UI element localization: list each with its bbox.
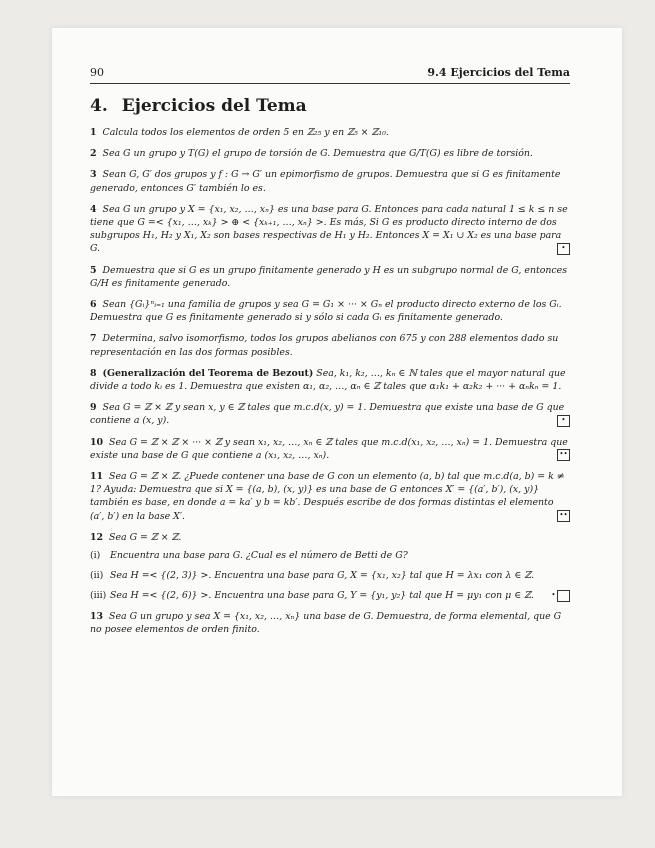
exercise-number: 2	[90, 148, 97, 160]
exercise-1	[90, 126, 570, 139]
exercise-text: Calcula todos los elementos de orden 5 en ℤ₂₅ y en ℤ₅ × ℤ₁₀.	[102, 127, 389, 138]
exercise-13	[90, 610, 570, 636]
exercise-title: (Generalización del Teorema de Bezout)	[102, 367, 314, 379]
exercise-text: Sea G un grupo y sea X = {x₁, x₂, …, xₙ} una base de G. Demuestra, de forma elemental, que G no posee elementos de orden finito.	[90, 610, 562, 635]
exercise-number: 5	[90, 264, 97, 276]
exercise-12-item-ii	[90, 569, 570, 582]
exercise-8	[90, 367, 570, 393]
difficulty-box: •	[557, 590, 570, 602]
exercise-number: 13	[90, 610, 104, 622]
running-header	[90, 66, 570, 80]
exercise-number: 7	[90, 333, 97, 345]
item-label: (ii)	[90, 570, 104, 582]
exercise-text: Sea, k₁, k₂, …, kₙ ∈ ℕ tales que el mayor natural que divide a todo kᵢ es 1. Demuestra que existen α₁, α₂, …, αₙ ∈ ℤ tales que α₁k₁ + α₂k₂ + ··· + αₙkₙ = 1.	[90, 367, 566, 393]
item-text: Encuentra una base para G. ¿Cual es el número de Betti de G?	[110, 550, 408, 562]
item-text: Sea H =< {(2, 3)} >. Encuentra una base para G, X = {x₁, x₂} tal que H = λx₁ con λ ∈ ℤ.	[110, 570, 535, 582]
exercise-text: Sea G un grupo y T(G) el grupo de torsión de G. Demuestra que G/T(G) es libre de torsión.	[102, 148, 533, 160]
exercise-number: 10	[90, 436, 104, 448]
running-head: 9.4 Ejercicios del Tema	[427, 66, 570, 79]
exercise-number: 8	[90, 367, 97, 379]
exercise-number: 6	[90, 299, 97, 311]
page-sheet	[52, 28, 622, 796]
section-title: Ejercicios del Tema	[121, 96, 307, 116]
exercise-12	[90, 531, 570, 544]
exercise-10	[90, 436, 570, 462]
exercise-text: Sea G un grupo y X = {x₁, x₂, …, xₙ} es una base para G. Entonces para cada natural 1 ≤ k ≤ n se tiene que G =< {x₁, …, xₖ} > ⊕ < {xₖ₊₁, …, xₙ} >. Es más, Si G es producto directo interno de dos subgrupos H₁, H₂ y X₁, X₂ son bases respectivas de H₁ y H₂. Entonces X = X₁ ∪ X₂ es una base para G.	[90, 203, 568, 255]
exercise-number: 9	[90, 402, 97, 414]
item-label: (i)	[90, 550, 101, 562]
exercise-text: Demuestra que si G es un grupo finitamente generado y H es un subgrupo normal de G, entonces G/H es finitamente generado.	[90, 264, 568, 289]
item-label: (iii)	[90, 590, 107, 602]
difficulty-box: •	[557, 243, 570, 255]
exercise-11	[90, 470, 570, 523]
exercise-text: Sea G = ℤ × ℤ y sean x, y ∈ ℤ tales que m.c.d(x, y) = 1. Demuestra que existe una base de G que contiene a (x, y).	[90, 402, 565, 427]
exercise-number: 1	[90, 127, 97, 138]
exercise-number: 11	[90, 471, 104, 483]
page-content	[90, 66, 570, 644]
exercise-3	[90, 168, 570, 194]
exercise-12-item-iii	[90, 589, 570, 602]
exercise-number: 4	[90, 203, 97, 215]
exercise-text: Sean {Gᵢ}ⁿᵢ₌₁ una familia de grupos y sea G = G₁ × ··· × Gₙ el producto directo externo de los Gᵢ. Demuestra que G es finitamente generado si y sólo si cada Gᵢ es finitamente generado.	[90, 299, 562, 324]
section-number: 4.	[90, 96, 108, 116]
exercise-2	[90, 147, 570, 160]
exercise-4	[90, 203, 570, 256]
exercise-text: Sea G = ℤ × ℤ.	[109, 531, 182, 543]
exercise-9	[90, 401, 570, 427]
difficulty-box: ••	[557, 510, 570, 522]
difficulty-box: •	[557, 415, 570, 427]
exercise-text: Sea G = ℤ × ℤ × ··· × ℤ y sean x₁, x₂, …, xₙ ∈ ℤ tales que m.c.d(x₁, x₂, …, xₙ) = 1. Demuestra que existe una base de G que contiene a (x₁, x₂, …, xₙ).	[90, 436, 568, 461]
header-rule	[90, 83, 570, 84]
page-number: 90	[90, 66, 104, 79]
exercise-text: Determina, salvo isomorfismo, todos los grupos abelianos con 675 y con 288 elementos dado su representación en las dos formas posibles.	[90, 333, 559, 358]
exercise-number: 3	[90, 169, 97, 181]
exercise-text: Sean G, G′ dos grupos y f : G → G′ un epimorfismo de grupos. Demuestra que si G es finitamente generado, entonces G′ también lo es.	[90, 169, 561, 194]
item-text: Sea H =< {(2, 6)} >. Encuentra una base para G, Y = {y₁, y₂} tal que H = μy₁ con μ ∈ ℤ.	[110, 590, 534, 602]
exercise-7	[90, 332, 570, 358]
exercise-12-item-i	[90, 549, 570, 562]
exercise-5	[90, 264, 570, 290]
exercise-6	[90, 298, 570, 324]
exercise-number: 12	[90, 531, 104, 543]
section-heading	[90, 96, 570, 116]
difficulty-box: ••	[557, 449, 570, 461]
exercise-text: Sea G = ℤ × ℤ. ¿Puede contener una base de G con un elemento (a, b) tal que m.c.d(a, b) = k ≠ 1? Ayuda: Demuestra que si X = {(a, b), (x, y)} es una base de G entonces X′ = {(a′, b′), (x, y)} también es base, en donde a = ka′ y b = kb′. Después escribe de dos formas distintas el elemento (a′, b′) en la base X′.	[90, 471, 565, 522]
